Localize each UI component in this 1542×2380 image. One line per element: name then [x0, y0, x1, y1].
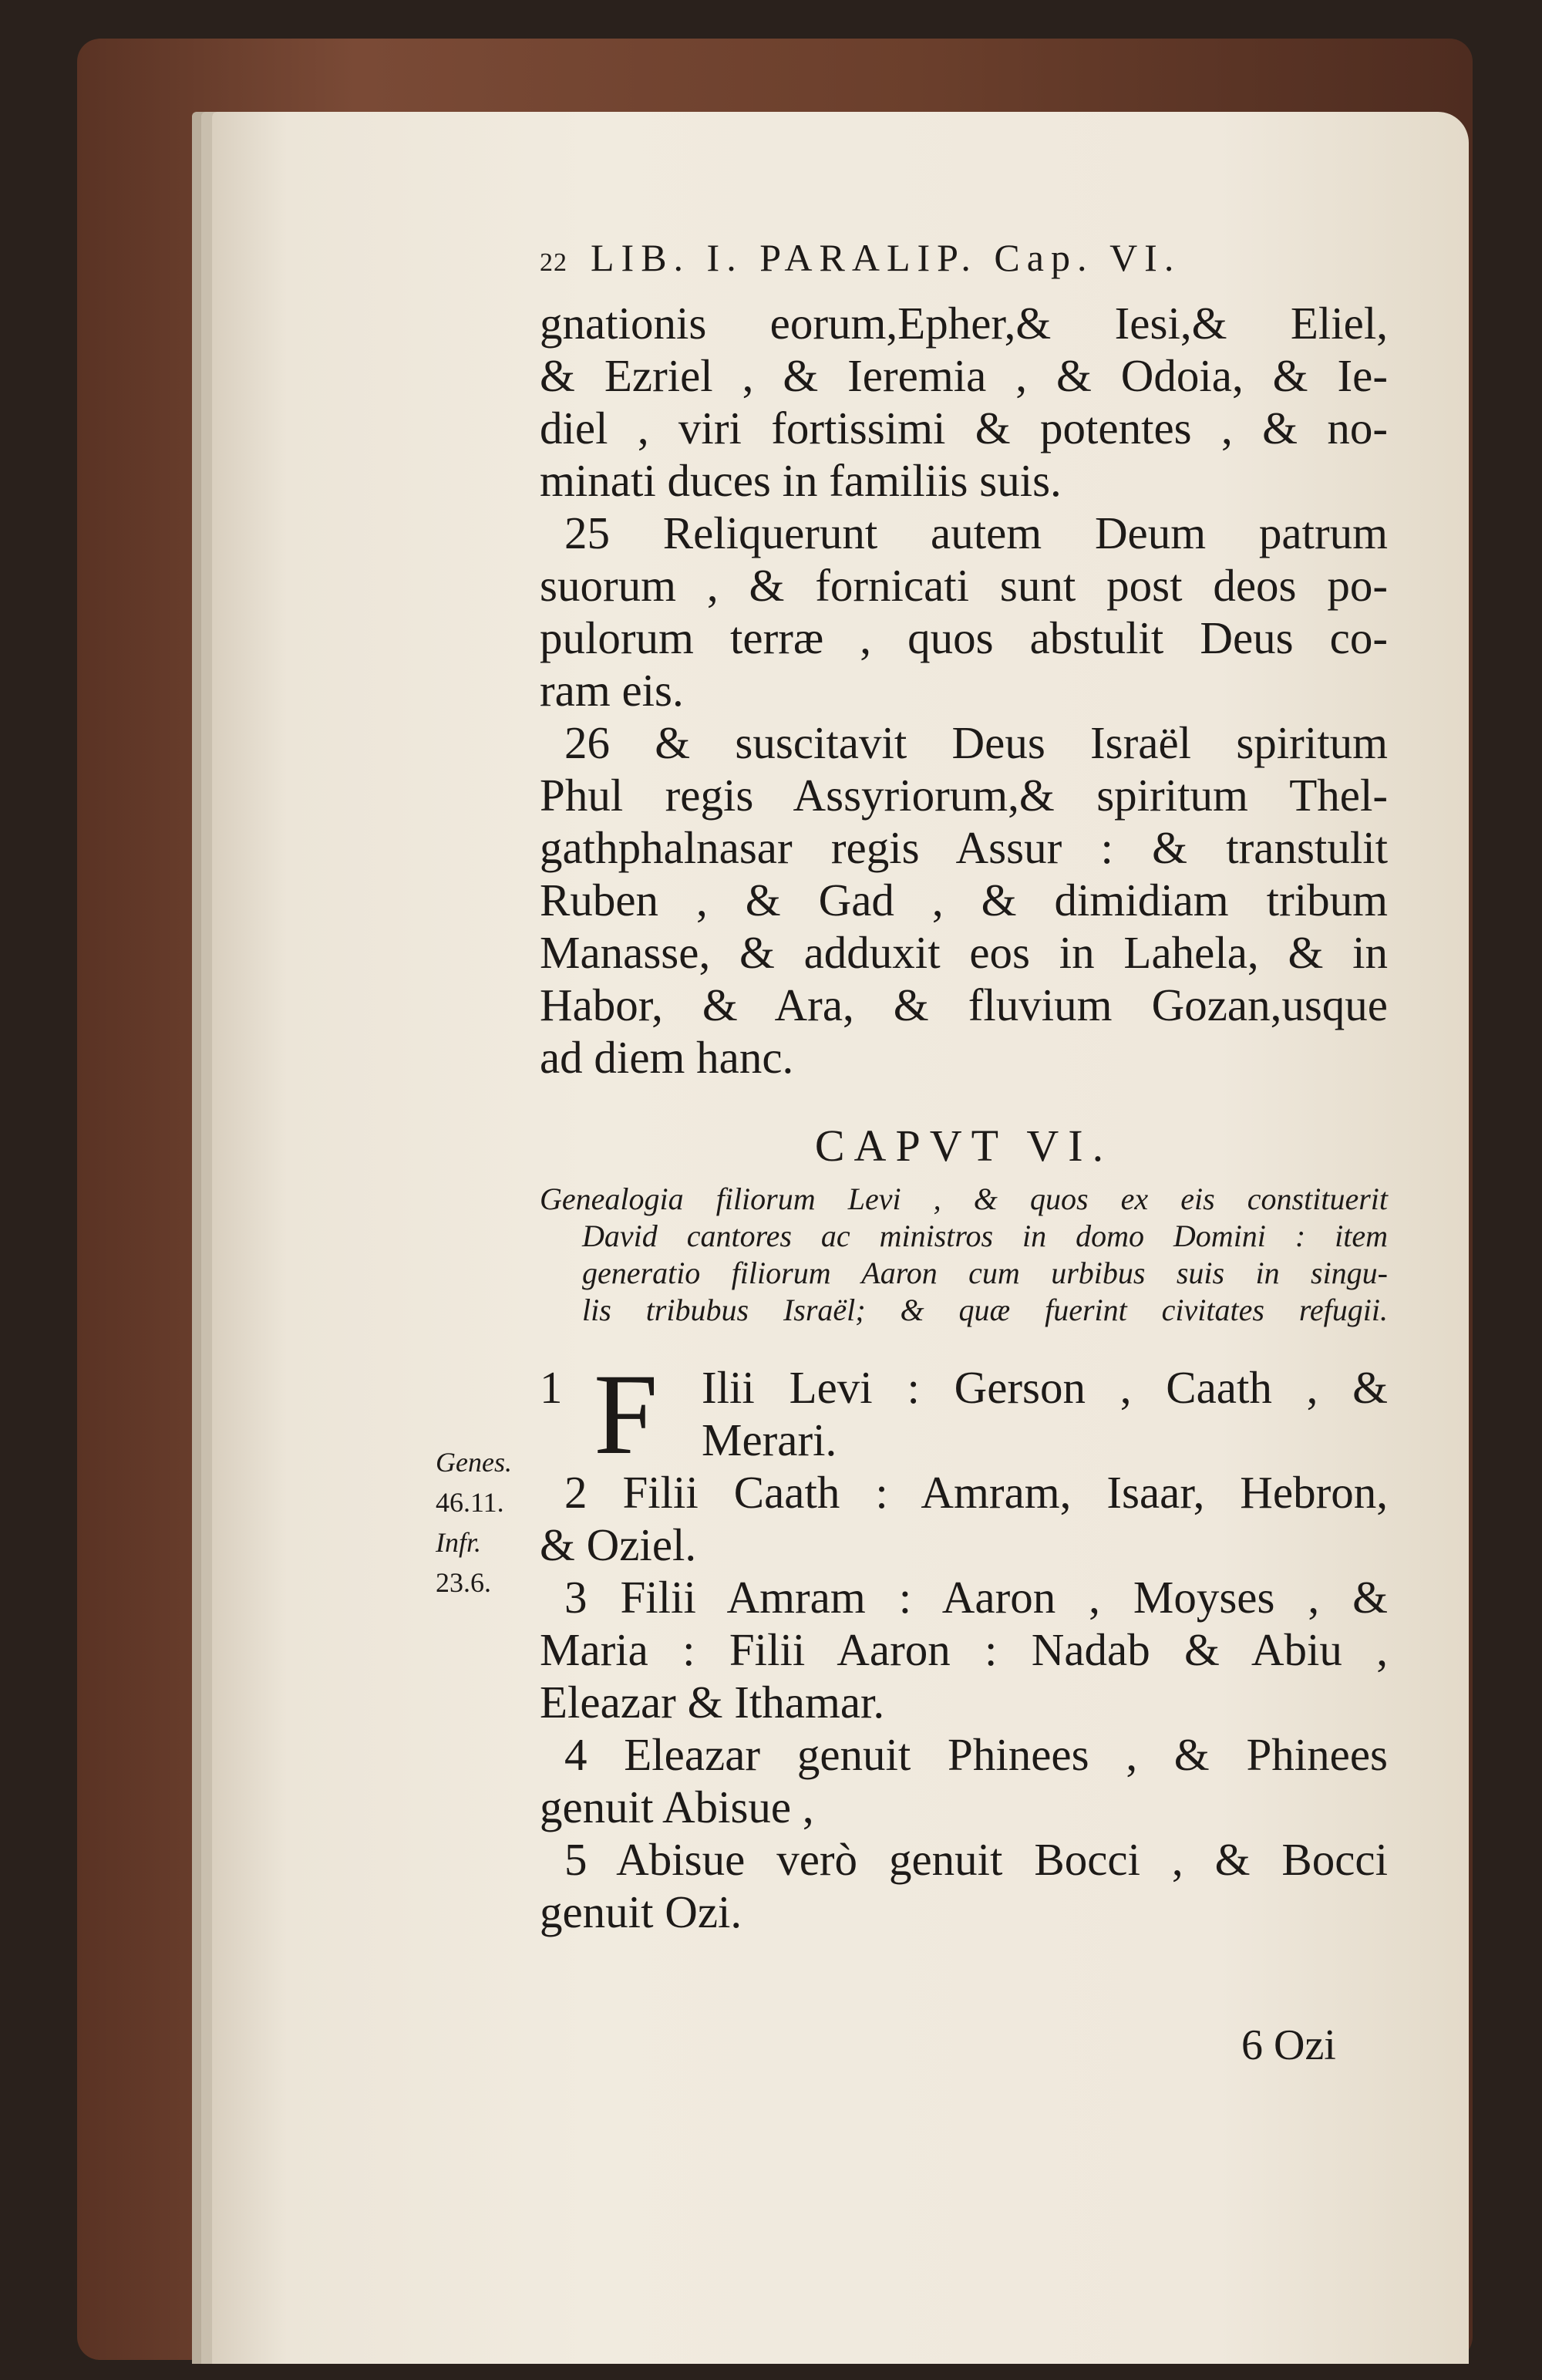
page-text [540, 235, 1388, 1938]
text-line: ram eis. [540, 665, 684, 716]
chapter-summary-line: generatio filiorum Aaron cum urbibus suis in singu- [582, 1256, 1388, 1290]
margin-note-line: 46.11. [436, 1487, 504, 1518]
text-line: ad diem hanc. [540, 1032, 794, 1083]
text-line: pulorum terræ , quos abstulit Deus co- [540, 612, 1388, 663]
text-line: Ruben , & Gad , & dimidiam tribum [540, 875, 1388, 925]
text-line: Eleazar & Ithamar. [540, 1677, 885, 1728]
text-line: minati duces in familiis suis. [540, 455, 1062, 506]
drop-cap: F [594, 1350, 658, 1478]
text-line: & Ezriel , & Ieremia , & Odoia, & Ie- [540, 350, 1388, 401]
page-number: 22 [540, 248, 567, 277]
running-header [540, 235, 1388, 297]
text-line: Phul regis Assyriorum,& spiritum Thel- [540, 770, 1388, 821]
text-line: Merari. [702, 1414, 837, 1465]
running-title: LIB. I. PARALIP. Cap. VI. [591, 236, 1181, 279]
text-line: genuit Abisue , [540, 1782, 814, 1832]
text-line: 5 Abisue verò genuit Bocci , & Bocci [564, 1834, 1388, 1885]
text-line: 4 Eleazar genuit Phinees , & Phinees [564, 1729, 1388, 1780]
margin-reference [436, 1442, 536, 1603]
margin-note-line: 23.6. [436, 1567, 491, 1598]
verse-number: 1 [540, 1362, 563, 1413]
text-line: gathphalnasar regis Assur : & transtulit [540, 822, 1388, 873]
verse-1 [540, 1350, 1388, 1478]
text-line: 3 Filii Amram : Aaron , Moyses , & [564, 1572, 1388, 1623]
chapter-summary-line: Genealogia filiorum Levi , & quos ex eis constituerit [540, 1182, 1388, 1216]
text-line: genuit Ozi. [540, 1886, 742, 1937]
chapter-heading: CAPVT VI. [814, 1121, 1113, 1171]
chapter-summary-line: David cantores ac ministros in domo Domini : item [582, 1219, 1388, 1253]
text-line: Ilii Levi : Gerson , Caath , & [702, 1362, 1388, 1413]
text-line: Habor, & Ara, & fluvium Gozan,usque [540, 979, 1388, 1030]
text-line: suorum , & fornicati sunt post deos po- [540, 560, 1388, 611]
chapter-summary-line: lis tribubus Israël; & quæ fuerint civitates refugii. [582, 1293, 1388, 1327]
text-line: Manasse, & adduxit eos in Lahela, & in [540, 927, 1388, 978]
margin-note-line: Genes. [436, 1447, 512, 1478]
catchword: 6 Ozi [1241, 2021, 1336, 2069]
text-line: gnationis eorum,Epher,& Iesi,& Eliel, [540, 298, 1388, 349]
text-line: 25 Reliquerunt autem Deum patrum [564, 507, 1388, 558]
margin-note-line: Infr. [436, 1527, 482, 1558]
text-line: diel , viri fortissimi & potentes , & no- [540, 403, 1388, 453]
text-line: & Oziel. [540, 1519, 697, 1570]
text-line: Maria : Filii Aaron : Nadab & Abiu , [540, 1624, 1388, 1675]
text-line: 26 & suscitavit Deus Israël spiritum [564, 717, 1388, 768]
text-line: 2 Filii Caath : Amram, Isaar, Hebron, [564, 1467, 1388, 1518]
